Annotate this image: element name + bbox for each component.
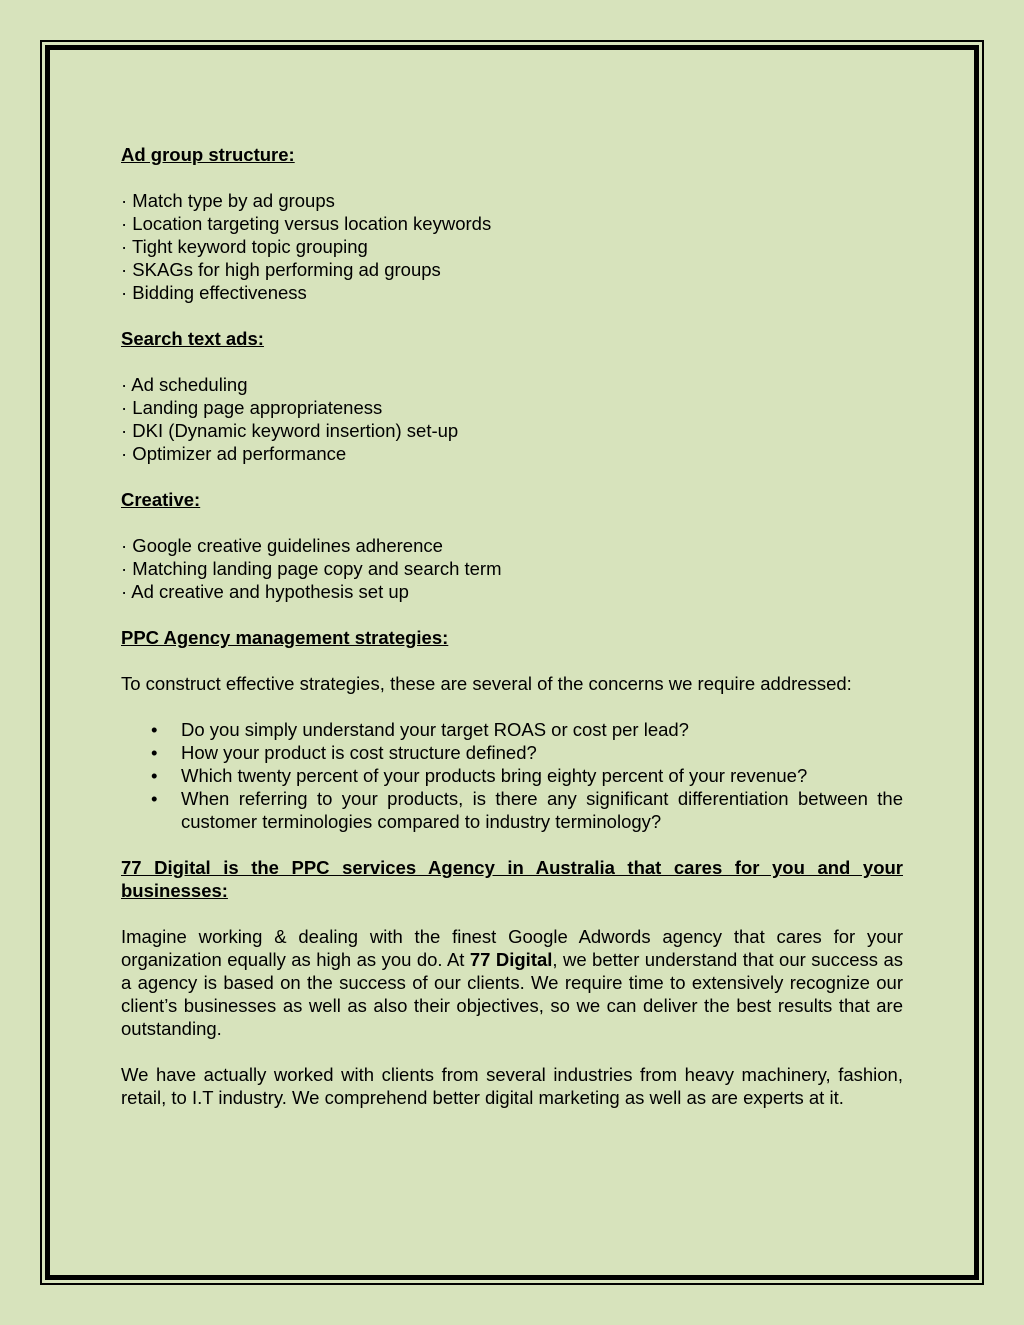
list-item: · Optimizer ad performance bbox=[121, 443, 347, 464]
agency-paragraph-1-start: Imagine working & dealing with the finest Google Adwords agency that cares for your organization equally as high as you do. At bbox=[121, 926, 903, 970]
list-item: • When referring to your products, is there any significant differentiation between the customer terminologies compared to industry terminology? bbox=[181, 787, 903, 833]
list-item: · Ad creative and hypothesis set up bbox=[121, 581, 409, 602]
list-item: · Ad scheduling bbox=[121, 374, 248, 395]
list-item: · Tight keyword topic grouping bbox=[121, 236, 368, 257]
list-item: • Which twenty percent of your products bring eighty percent of your revenue? bbox=[181, 764, 903, 787]
list-item: · DKI (Dynamic keyword insertion) set-up bbox=[121, 420, 459, 441]
list-item: • Do you simply understand your target ROAS or cost per lead? bbox=[181, 718, 903, 741]
agency-heading: 77 Digital is the PPC services Agency in Australia that cares for you and your businesses: bbox=[121, 857, 903, 901]
ppc-questions-list bbox=[121, 718, 903, 833]
list-item: • How your product is cost structure defined? bbox=[181, 741, 903, 764]
list-item: · Bidding effectiveness bbox=[121, 282, 307, 303]
agency-paragraph-1 bbox=[121, 925, 903, 1040]
ad-group-heading: Ad group structure: bbox=[121, 144, 295, 165]
agency-paragraph-2: We have actually worked with clients from several industries from heavy machinery, fashion, retail, to I.T industry. We comprehend better digital marketing as well as are experts at it. bbox=[121, 1064, 903, 1108]
list-item: · Matching landing page copy and search term bbox=[121, 558, 502, 579]
list-item: · Location targeting versus location keywords bbox=[121, 213, 492, 234]
ad-group-list bbox=[121, 189, 903, 304]
creative-heading: Creative: bbox=[121, 489, 201, 510]
list-item: · SKAGs for high performing ad groups bbox=[121, 259, 441, 280]
company-name: 77 Digital bbox=[469, 949, 553, 970]
agency-paragraph-1-end: , we better understand that our success as a agency is based on the success of our clients. We require time to extensively recognize our client’s businesses as well as also their objectives, so we can deliver the best results that are outstanding. bbox=[121, 949, 903, 1039]
document-body bbox=[121, 143, 903, 1132]
list-item: · Landing page appropriateness bbox=[121, 397, 383, 418]
search-ads-heading: Search text ads: bbox=[121, 328, 264, 349]
ppc-heading: PPC Agency management strategies: bbox=[121, 627, 449, 648]
creative-list bbox=[121, 534, 903, 603]
ppc-intro: To construct effective strategies, these are several of the concerns we require addressed: bbox=[121, 673, 852, 694]
list-item: · Match type by ad groups bbox=[121, 190, 335, 211]
search-ads-list bbox=[121, 373, 903, 465]
list-item: · Google creative guidelines adherence bbox=[121, 535, 443, 556]
